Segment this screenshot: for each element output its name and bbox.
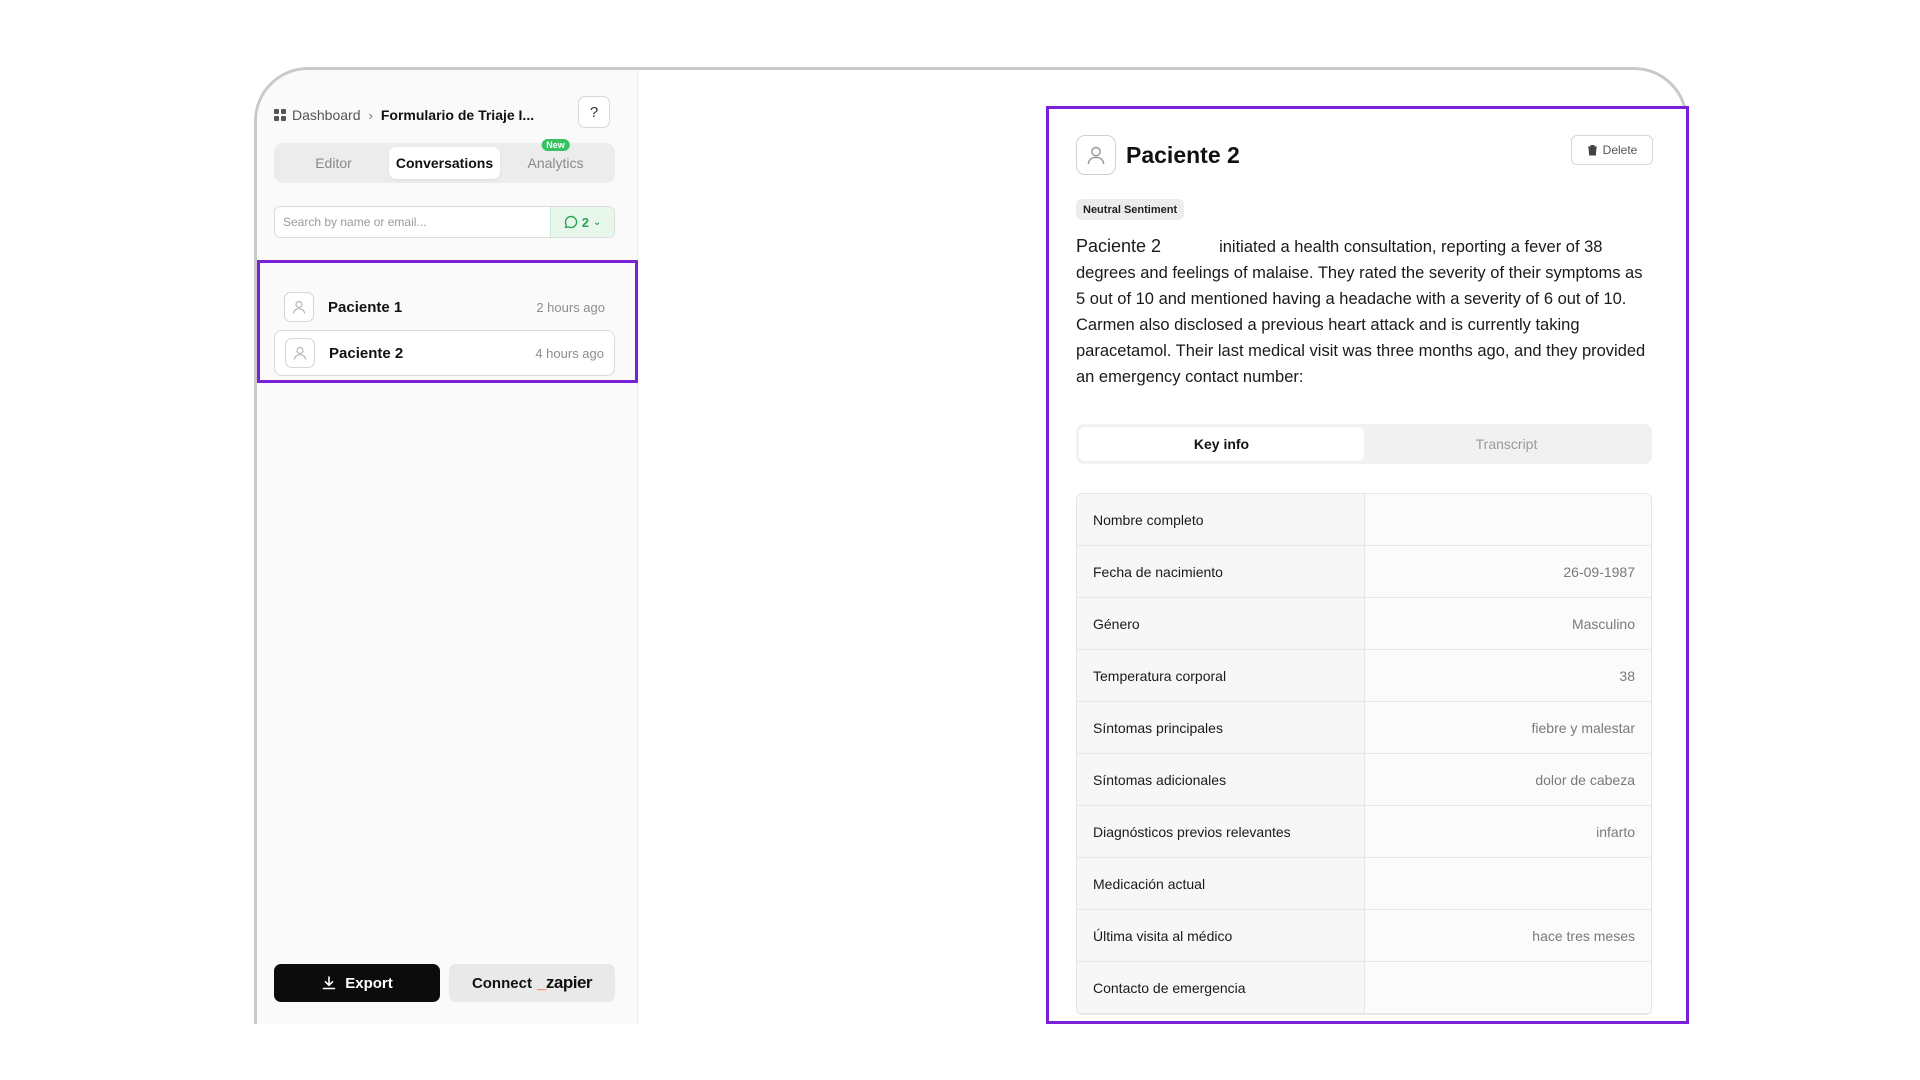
new-badge: New [541, 139, 570, 151]
connect-zapier-button[interactable] [449, 964, 615, 1002]
user-icon [1085, 144, 1107, 166]
chevron-right-icon: › [368, 107, 373, 123]
tab-key-info[interactable]: Key info [1079, 427, 1364, 461]
table-row [1077, 858, 1651, 910]
dashboard-grid-icon [274, 109, 286, 121]
delete-button[interactable] [1571, 135, 1653, 165]
field-label: Diagnósticos previos relevantes [1077, 806, 1365, 857]
field-value: 26-09-1987 [1365, 546, 1651, 597]
zapier-wordmark: zapier [545, 973, 593, 992]
field-label: Síntomas adicionales [1077, 754, 1365, 805]
field-value: fiebre y malestar [1365, 702, 1651, 753]
field-label: Última visita al médico [1077, 910, 1365, 961]
breadcrumb-current: Formulario de Triaje I... [380, 107, 535, 123]
tab-analytics-label: Analytics [527, 155, 584, 171]
sidebar [257, 70, 638, 1024]
user-icon [291, 299, 307, 315]
table-row [1077, 494, 1651, 546]
export-button[interactable] [274, 964, 440, 1002]
field-value [1365, 962, 1651, 1013]
avatar [284, 292, 314, 322]
summary-text: initiated a health consultation, reporting a fever of 38 degrees and feelings of malaise. They rated the severity of their symptoms as 5 out of 10 and mentioned having a headache with a severity of 6 out of 10. Carmen also disclosed a previous heart attack and is currently taking paracetamol. Their last medical visit was three months ago, and they provided an emergency contact number: [1076, 238, 1646, 386]
list-item[interactable] [274, 330, 615, 376]
breadcrumb [274, 100, 614, 130]
table-row [1077, 754, 1651, 806]
mode-tabs [274, 140, 615, 183]
conversation-name: Paciente 2 [329, 344, 404, 362]
field-value [1365, 494, 1651, 545]
export-label: Export [345, 974, 393, 992]
conversation-detail-panel [1046, 106, 1689, 1024]
table-row [1077, 702, 1651, 754]
tab-editor[interactable]: Editor [315, 155, 352, 171]
filter-count: 2 [581, 214, 589, 230]
table-row [1077, 962, 1651, 1014]
conversation-filter-button[interactable] [550, 207, 614, 237]
download-icon [321, 975, 337, 991]
avatar [1076, 135, 1116, 175]
field-label: Fecha de nacimiento [1077, 546, 1365, 597]
field-value: 38 [1365, 650, 1651, 701]
list-item[interactable] [274, 284, 615, 330]
key-info-table [1076, 493, 1652, 1015]
status-badge: Neutral Sentiment [1076, 199, 1184, 220]
field-value: Masculino [1365, 598, 1651, 649]
table-row [1077, 598, 1651, 650]
chat-bubble-icon [564, 215, 578, 229]
field-label: Medicación actual [1077, 858, 1365, 909]
field-value: infarto [1365, 806, 1651, 857]
detail-tabs [1076, 424, 1652, 464]
user-icon [292, 345, 308, 361]
search-input[interactable] [275, 207, 550, 237]
connect-label: Connect [471, 974, 532, 992]
tab-conversations[interactable]: Conversations [389, 147, 500, 179]
search-bar [274, 206, 615, 238]
field-value: hace tres meses [1365, 910, 1651, 961]
field-label: Temperatura corporal [1077, 650, 1365, 701]
table-row [1077, 546, 1651, 598]
field-label: Contacto de emergencia [1077, 962, 1365, 1013]
field-value [1365, 858, 1651, 909]
page-title: Paciente 2 [1126, 141, 1240, 168]
tab-transcript[interactable]: Transcript [1475, 436, 1538, 452]
field-value: dolor de cabeza [1365, 754, 1651, 805]
avatar [285, 338, 315, 368]
detail-header [1076, 135, 1240, 175]
field-label: Género [1077, 598, 1365, 649]
trash-icon [1587, 144, 1598, 156]
summary-patient-name: Paciente 2 [1076, 236, 1162, 256]
table-row [1077, 806, 1651, 858]
conversation-time: 2 hours ago [536, 299, 605, 315]
field-label: Nombre completo [1077, 494, 1365, 545]
delete-label: Delete [1602, 143, 1638, 157]
conversation-summary [1076, 233, 1654, 390]
chevron-down-icon: ⌄ [592, 216, 602, 228]
table-row [1077, 650, 1651, 702]
conversation-name: Paciente 1 [328, 298, 403, 316]
tab-analytics[interactable] [500, 140, 611, 179]
help-button[interactable]: ? [578, 96, 610, 128]
zapier-logo: _ zapier [536, 973, 593, 992]
breadcrumb-dashboard-link[interactable]: Dashboard [292, 107, 361, 123]
table-row [1077, 910, 1651, 962]
conversation-time: 4 hours ago [535, 345, 604, 361]
field-label: Síntomas principales [1077, 702, 1365, 753]
